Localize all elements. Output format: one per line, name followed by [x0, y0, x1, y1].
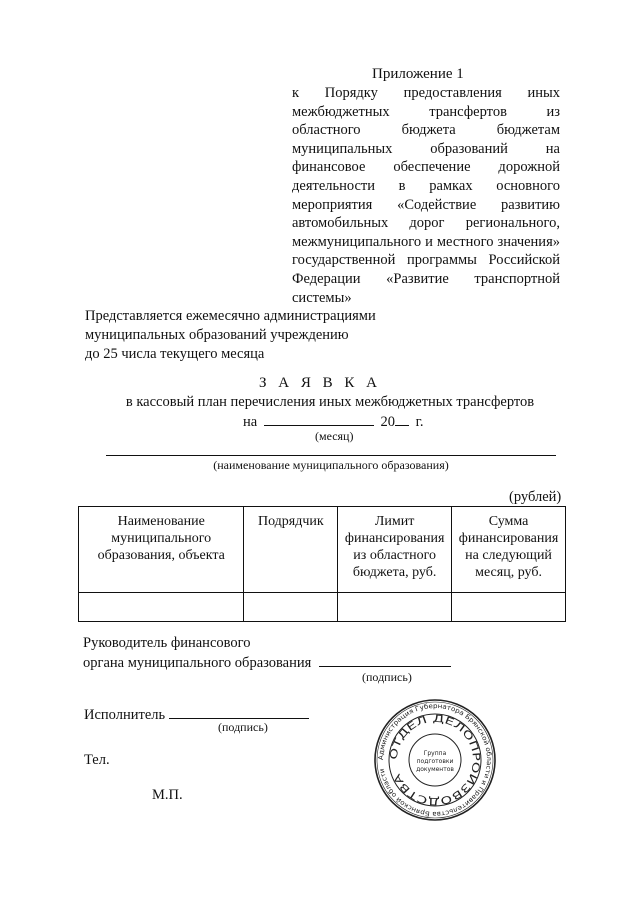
stamp-center-line: Группа [423, 750, 447, 757]
table-cell[interactable] [452, 593, 566, 622]
submission-note-line: Представляется ежемесячно администрациями [85, 308, 376, 324]
financing-table [78, 506, 566, 622]
column-header-amount: Сумма финансирования на следующий месяц, руб. [452, 507, 566, 593]
year-prefix: 20 [380, 414, 395, 430]
period-line [243, 411, 424, 431]
column-header-limit: Лимит финансирования из областного бюджета, руб. [338, 507, 452, 593]
document-subtitle: в кассовый план перечисления иных межбюджетных трансфертов [125, 394, 535, 410]
table-cell[interactable] [79, 593, 244, 622]
table-row [79, 593, 566, 622]
appendix-title: Приложение 1 [372, 66, 464, 82]
executor-signature-caption: (подпись) [218, 720, 268, 734]
submission-note-line: до 25 числа текущего месяца [85, 346, 265, 362]
head-label-line1: Руководитель финансового [83, 635, 251, 651]
municipality-blank[interactable] [106, 455, 556, 456]
office-stamp [373, 698, 497, 822]
year-blank[interactable] [395, 411, 409, 426]
units-label: (рублей) [509, 489, 562, 505]
stamp-center-line: подготовки [416, 758, 454, 765]
stamp-outer-text: Администрация Губернатора Брянской области и Правительства Брянской области [376, 701, 494, 819]
executor-label: Исполнитель [84, 707, 166, 723]
seal-place-label: М.П. [152, 787, 183, 803]
executor-signature-blank[interactable] [169, 704, 309, 719]
phone-label: Тел. [84, 752, 110, 768]
stamp-middle-text: ОТДЕЛ ДЕЛОПРОИЗВОДСТВА [388, 713, 482, 807]
submission-note [85, 307, 425, 364]
stamp-center-line: документов [416, 766, 454, 773]
table-cell[interactable] [338, 593, 452, 622]
head-label-line2: органа муниципального образования [83, 655, 312, 671]
head-signature-caption: (подпись) [362, 670, 412, 684]
month-blank[interactable] [264, 411, 374, 426]
month-caption: (месяц) [315, 429, 354, 443]
submission-note-line: муниципальных образований учреждению [85, 327, 349, 343]
table-header-row [79, 507, 566, 593]
year-suffix: г. [415, 414, 424, 430]
head-signature-block [83, 634, 451, 672]
period-prefix: на [243, 414, 258, 430]
column-header-municipality: Наименование муниципального образования, объекта [79, 507, 244, 593]
document-title: З А Я В К А [259, 375, 381, 391]
appendix-text: к Порядку предоставления иных межбюджетных трансфертов из областного бюджета бюджетам муниципальных образований на финансовое обеспечение дорожной деятельности в рамках основного мероприятия «Содействие развитию автомобильных дорог регионального, межмуниципального и местного значения» государственной программы Российской Федерации «Развитие транспортной системы» [292, 85, 560, 306]
executor-line [84, 704, 309, 724]
head-signature-blank[interactable] [319, 652, 451, 667]
column-header-contractor: Подрядчик [244, 507, 338, 593]
table-cell[interactable] [244, 593, 338, 622]
municipality-caption: (наименование муниципального образования) [213, 458, 449, 472]
